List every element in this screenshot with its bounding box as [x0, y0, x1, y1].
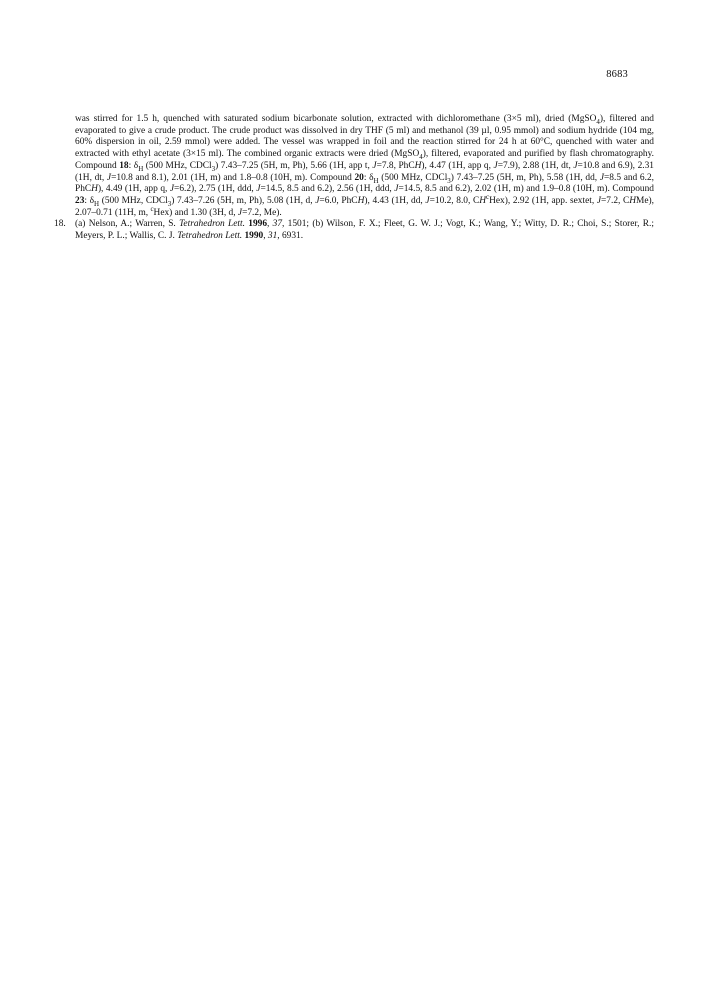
- volume: 37: [272, 219, 283, 230]
- text-run: : δ: [363, 172, 374, 183]
- journal-name: Tetrahedron Lett.: [179, 219, 245, 230]
- footnotes: [54, 114, 654, 243]
- subscript: H: [94, 199, 100, 208]
- italic-run: J: [596, 195, 601, 206]
- text-run: (a) Nelson, A.; Warren, S.: [75, 219, 180, 230]
- compound-number: 20: [354, 172, 364, 183]
- text-run: =14.5, 8.5 and 6.2), 2.02 (1H, m) and 1.9–0.8 (10H, m). Compound: [398, 184, 654, 195]
- text-run: =10.8 and 8.1), 2.01 (1H, m) and 1.8–0.8 (10H, m). Compound: [111, 172, 355, 183]
- text-run: =6.2), 2.75 (1H, ddd,: [174, 184, 257, 195]
- italic-run: H: [414, 160, 422, 171]
- text-run: =7.2, Me).: [242, 207, 282, 218]
- year: 1996: [248, 219, 268, 230]
- volume: 31: [267, 231, 278, 242]
- note-18: [54, 219, 654, 242]
- italic-run: H: [91, 184, 98, 195]
- italic-run: J: [237, 207, 243, 218]
- text-run: ), filtered and evaporated to give a crude product. The crude product was dissolved in dry THF (5 ml) and methanol (39 µl, 0.95 mmol) and sodium hydride (104 mg, 60% dispersion in oil, 2.59 mmol) were added. The vessel was wrapped in foil and the reaction stirred for 24 h at 60°C, quenched with water and extracted with ethyl acetate (3×15 ml). The combined organic extracts were dried (MgSO: [75, 114, 654, 160]
- note-17-continuation: [54, 114, 654, 219]
- year: 1990: [244, 231, 264, 242]
- text-run: =6.0, PhC: [319, 195, 358, 206]
- italic-run: J: [106, 172, 112, 183]
- subscript: H: [138, 164, 144, 173]
- text-run: (500 MHz, CDCl: [99, 195, 168, 206]
- italic-run: H: [357, 195, 365, 206]
- note-number: 18.: [54, 219, 66, 230]
- subscript: H: [373, 176, 379, 185]
- italic-run: H: [629, 195, 637, 206]
- compound-number: 23: [75, 195, 85, 206]
- italic-run: J: [599, 172, 605, 183]
- subscript: 4: [596, 117, 600, 126]
- text-run: , 6931.: [277, 231, 304, 242]
- italic-run: J: [315, 195, 320, 206]
- text-run: (500 MHz, CDCl: [143, 160, 212, 171]
- text-run: was stirred for 1.5 h, quenched with saturated sodium bicarbonate solution, extracted with dichloromethane (3×5 ml), dried (MgSO: [75, 114, 597, 124]
- journal-name: Tetrahedron Lett.: [177, 231, 243, 242]
- italic-run: J: [372, 160, 377, 171]
- text-run: ,: [267, 219, 273, 230]
- italic-run: H: [479, 195, 487, 206]
- subscript: 4: [419, 152, 423, 161]
- superscript: c: [486, 192, 490, 201]
- subscript: 3: [447, 176, 451, 185]
- italic-run: J: [493, 160, 498, 171]
- text-run: =7.8, PhC: [376, 160, 415, 171]
- text-run: ), filtered, evaporated and purified by flash chromatography. Compound: [75, 149, 655, 171]
- italic-run: J: [169, 184, 175, 195]
- text-run: ), 4.49 (1H, app q,: [97, 184, 170, 195]
- text-run: ) 7.43–7.26 (5H, m, Ph), 5.08 (1H, d,: [171, 195, 316, 206]
- text-run: =8.5 and 6.2, PhC: [75, 172, 654, 195]
- text-run: ), 4.47 (1H, app q,: [421, 160, 494, 171]
- text-run: =14.5, 8.5 and 6.2), 2.56 (1H, ddd,: [260, 184, 395, 195]
- text-run: Me), 2.07–0.71 (11H, m,: [75, 195, 654, 218]
- text-run: (500 MHz, CDCl: [378, 172, 448, 183]
- note-text: [75, 219, 654, 242]
- text-run: =10.2, 8.0, C: [429, 195, 480, 206]
- text-run: , 1501; (b) Wilson, F. X.; Fleet, G. W. J.; Vogt, K.; Wang, Y.; Witty, D. R.; Choi, S.; Storer, R.; Meyers, P. L.; Wallis, C. J.: [75, 219, 655, 242]
- subscript: 3: [211, 164, 216, 173]
- text-run: ), 4.43 (1H, dd,: [364, 195, 426, 206]
- page-number: 8683: [606, 69, 628, 80]
- subscript: 3: [167, 199, 172, 208]
- italic-run: J: [573, 160, 578, 171]
- text-run: : δ: [84, 195, 95, 206]
- text-run: ) 7.43–7.25 (5H, m, Ph), 5.66 (1H, app t,: [215, 160, 373, 171]
- text-run: =10.8 and 6.9), 2.31 (1H, dt,: [75, 160, 654, 183]
- text-run: ) 7.43–7.25 (5H, m, Ph), 5.58 (1H, dd,: [450, 172, 600, 183]
- italic-run: J: [425, 195, 430, 206]
- text-run: ,: [263, 231, 268, 242]
- text-run: Hex), 2.92 (1H, app. sextet,: [489, 195, 597, 206]
- text-run: =7.2, C: [601, 195, 630, 206]
- italic-run: J: [394, 184, 399, 195]
- text-run: : δ: [128, 160, 139, 171]
- text-run: Hex) and 1.30 (3H, d,: [153, 207, 238, 218]
- compound-number: 18: [119, 160, 129, 171]
- text-run: =7.9), 2.88 (1H, dt,: [497, 160, 574, 171]
- italic-run: J: [256, 184, 261, 195]
- superscript: c: [150, 204, 154, 213]
